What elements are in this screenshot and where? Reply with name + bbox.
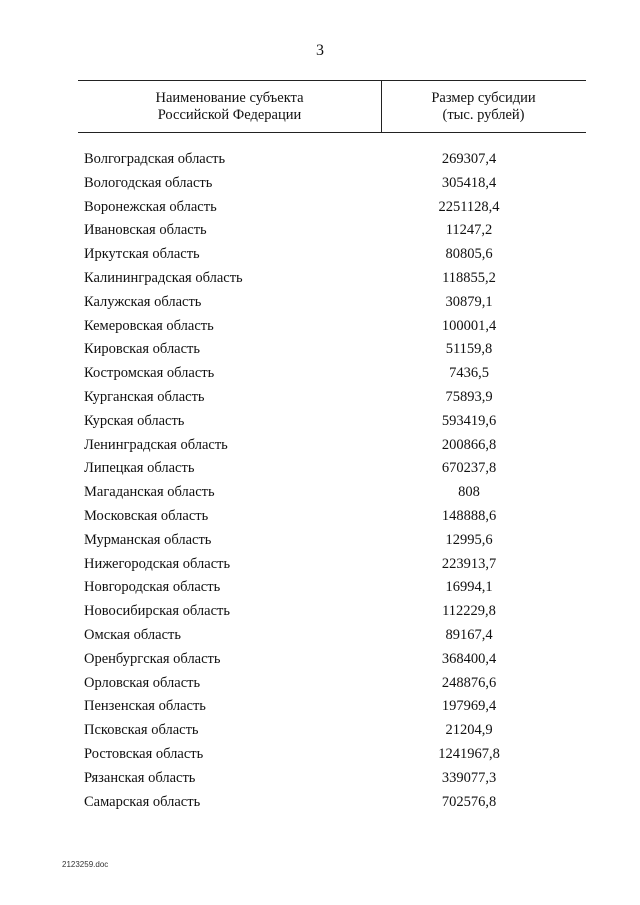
region-name: Кемеровская область <box>84 317 214 334</box>
subsidy-value: 30879,1 <box>445 293 493 310</box>
subsidy-value: 269307,4 <box>441 151 497 167</box>
table-row <box>84 553 584 577</box>
subsidy-value: 702576,8 <box>441 793 497 810</box>
subsidy-value: 1241967,8 <box>438 745 500 762</box>
table-row <box>84 219 584 243</box>
region-name: Нижегородская область <box>84 555 231 572</box>
table-row <box>84 243 584 267</box>
header-region-name-line2: Российской Федерации <box>157 107 302 123</box>
region-name: Мурманская область <box>84 531 212 548</box>
table-row <box>84 196 584 220</box>
region-name: Орловская область <box>84 674 201 691</box>
region-name: Рязанская область <box>84 769 196 786</box>
subsidy-value: 112229,8 <box>442 603 496 620</box>
table-row <box>84 410 584 434</box>
subsidy-value: 21204,9 <box>445 722 493 739</box>
header-subsidy-size-line2: (тыс. рублей) <box>442 107 525 123</box>
table-row <box>84 648 584 672</box>
table-row <box>84 719 584 743</box>
region-name: Калининградская область <box>84 269 243 286</box>
table-row <box>84 529 584 553</box>
table-row <box>84 600 584 624</box>
region-name: Костромская область <box>84 365 215 382</box>
region-name: Калужская область <box>84 293 202 310</box>
region-name: Курганская область <box>84 388 205 405</box>
table-row <box>84 267 584 291</box>
region-name: Новгородская область <box>84 579 221 596</box>
subsidy-value: 223913,7 <box>441 555 497 572</box>
subsidy-value: 808 <box>458 484 480 501</box>
table-row <box>84 338 584 362</box>
region-name: Курская область <box>84 412 185 429</box>
region-name: Московская область <box>84 507 209 524</box>
table-row <box>84 695 584 719</box>
region-name: Кировская область <box>84 341 201 358</box>
subsidy-value: 2251128,4 <box>438 198 500 215</box>
subsidy-value: 248876,6 <box>441 674 497 691</box>
subsidy-value: 12995,6 <box>445 531 493 548</box>
document-id: 2123259.doc <box>62 860 109 869</box>
subsidy-value: 51159,8 <box>445 341 493 358</box>
page-number: 3 <box>316 42 324 59</box>
table-row <box>84 434 584 458</box>
header-subsidy-size <box>381 90 586 124</box>
subsidy-value: 200866,8 <box>441 436 497 453</box>
subsidy-value: 11247,2 <box>445 222 493 239</box>
subsidy-value: 7436,5 <box>449 365 489 382</box>
region-name: Оренбургская область <box>84 650 221 667</box>
table-row <box>84 624 584 648</box>
subsidy-value: 80805,6 <box>445 246 493 263</box>
subsidy-value: 89167,4 <box>445 626 493 643</box>
table-row <box>84 481 584 505</box>
region-name: Пензенская область <box>84 698 206 715</box>
table-row <box>84 148 584 172</box>
region-name: Магаданская область <box>84 484 215 501</box>
table-row <box>84 576 584 600</box>
header-subsidy-size-line1: Размер субсидии <box>431 90 536 106</box>
subsidy-value: 670237,8 <box>441 460 497 477</box>
subsidy-value: 339077,3 <box>441 769 497 786</box>
subsidy-value: 305418,4 <box>441 174 497 191</box>
region-name: Воронежская область <box>84 198 217 215</box>
region-name: Ивановская область <box>84 222 207 239</box>
table-row <box>84 505 584 529</box>
subsidy-value: 118855,2 <box>442 269 496 286</box>
subsidy-value: 197969,4 <box>441 698 497 715</box>
table-row <box>84 291 584 315</box>
region-name: Ленинградская область <box>84 436 228 453</box>
table-row <box>84 743 584 767</box>
table-header <box>78 80 586 133</box>
header-region-name <box>78 90 381 124</box>
subsidy-value: 593419,6 <box>441 412 497 429</box>
subsidy-value: 148888,6 <box>441 507 497 524</box>
region-name: Омская область <box>84 626 181 643</box>
subsidy-value: 368400,4 <box>441 650 497 667</box>
table-row <box>84 672 584 696</box>
region-name: Ростовская область <box>84 745 204 762</box>
table-row <box>84 362 584 386</box>
subsidy-value: 100001,4 <box>441 317 497 334</box>
table-row <box>84 315 584 339</box>
subsidy-value: 75893,9 <box>445 388 493 405</box>
table-row <box>84 386 584 410</box>
region-name: Волгоградская область <box>84 151 226 167</box>
region-name: Псковская область <box>84 722 199 739</box>
table-row <box>84 172 584 196</box>
region-name: Липецкая область <box>84 460 195 477</box>
subsidy-value: 16994,1 <box>445 579 493 596</box>
table-body <box>84 148 584 814</box>
header-region-name-line1: Наименование субъекта <box>155 90 304 106</box>
region-name: Иркутская область <box>84 246 200 263</box>
region-name: Самарская область <box>84 793 201 810</box>
region-name: Вологодская область <box>84 174 213 191</box>
table-row <box>84 791 584 815</box>
region-name: Новосибирская область <box>84 603 230 620</box>
table-row <box>84 767 584 791</box>
table-row <box>84 457 584 481</box>
